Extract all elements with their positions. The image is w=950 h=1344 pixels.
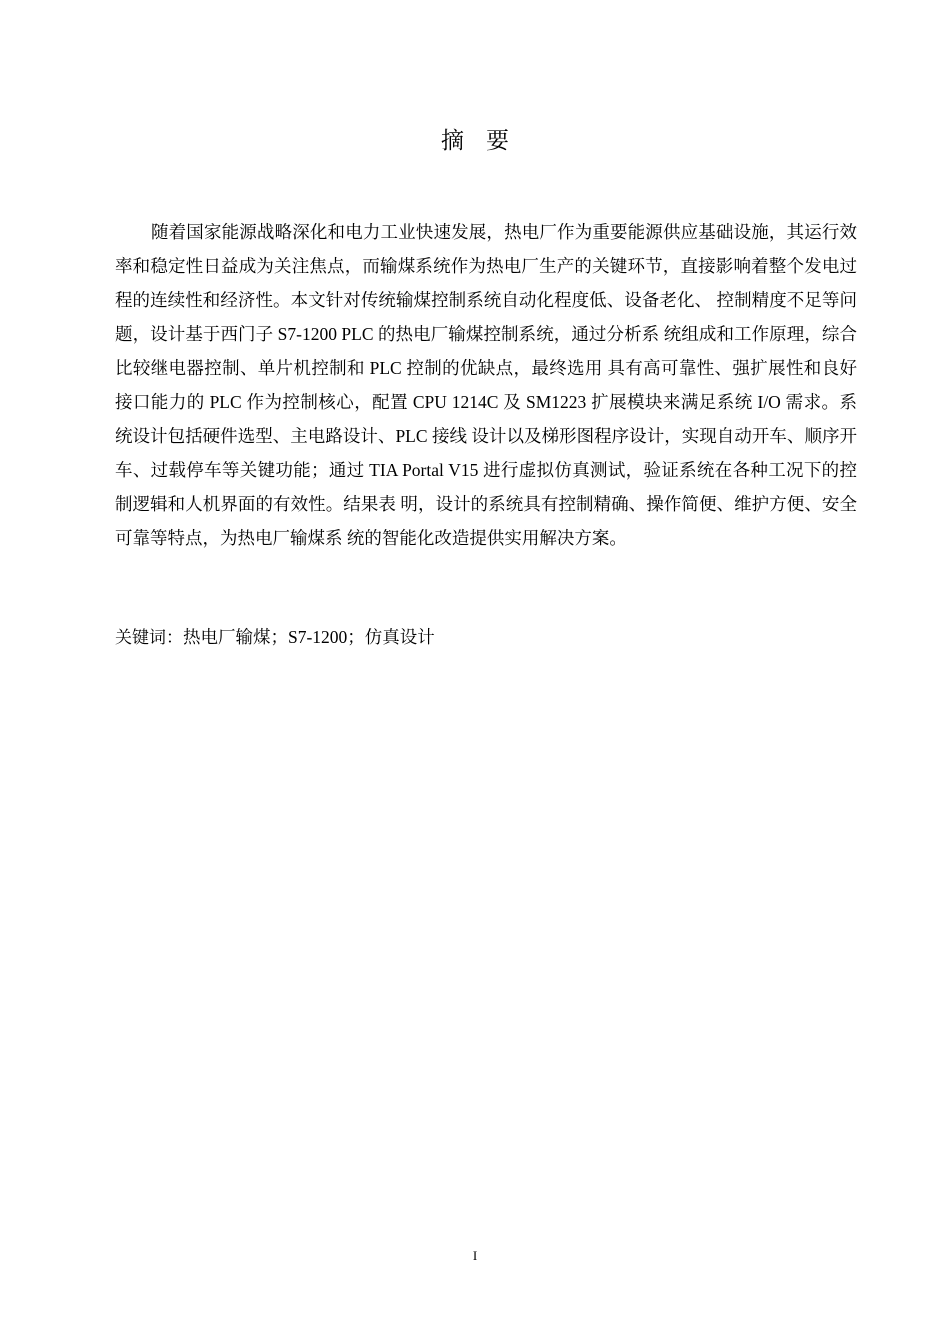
keywords-line: [115, 620, 857, 655]
keywords-text: 热电厂输煤；S7-1200；仿真设计: [183, 627, 435, 647]
keywords-label: 关键词：: [115, 628, 183, 648]
page-number: I: [472, 1248, 478, 1263]
abstract-title: 摘要: [441, 128, 531, 153]
abstract-body: 随着国家能源战略深化和电力工业快速发展，热电厂作为重要能源供应基础设施，其运行效率和稳定性日益成为关注焦点，而输煤系统作为热电厂生产的关键环节，直接影响着整个发电过程的连续性和经济性。本文针对传统输煤控制系统自动化程度低、设备老化、 控制精度不足等问题，设计基于西门子 S7-1200 PLC 的热电厂输煤控制系统，通过分析系 统组成和工作原理，综合比较继电器控制、单片机控制和 PLC 控制的优缺点，最终选用 具有高可靠性、强扩展性和良好接口能力的 PLC 作为控制核心，配置 CPU 1214C 及 SM1223 扩展模块来满足系统 I/O 需求。系统设计包括硬件选型、主电路设计、PLC 接线 设计以及梯形图程序设计，实现自动开车、顺序开车、过载停车等关键功能；通过 TIA Portal V15 进行虚拟仿真测试，验证系统在各种工况下的控制逻辑和人机界面的有效性。结果表 明，设计的系统具有控制精确、操作简便、维护方便、安全可靠等特点，为热电厂输煤系 统的智能化改造提供实用解决方案。: [115, 222, 857, 548]
